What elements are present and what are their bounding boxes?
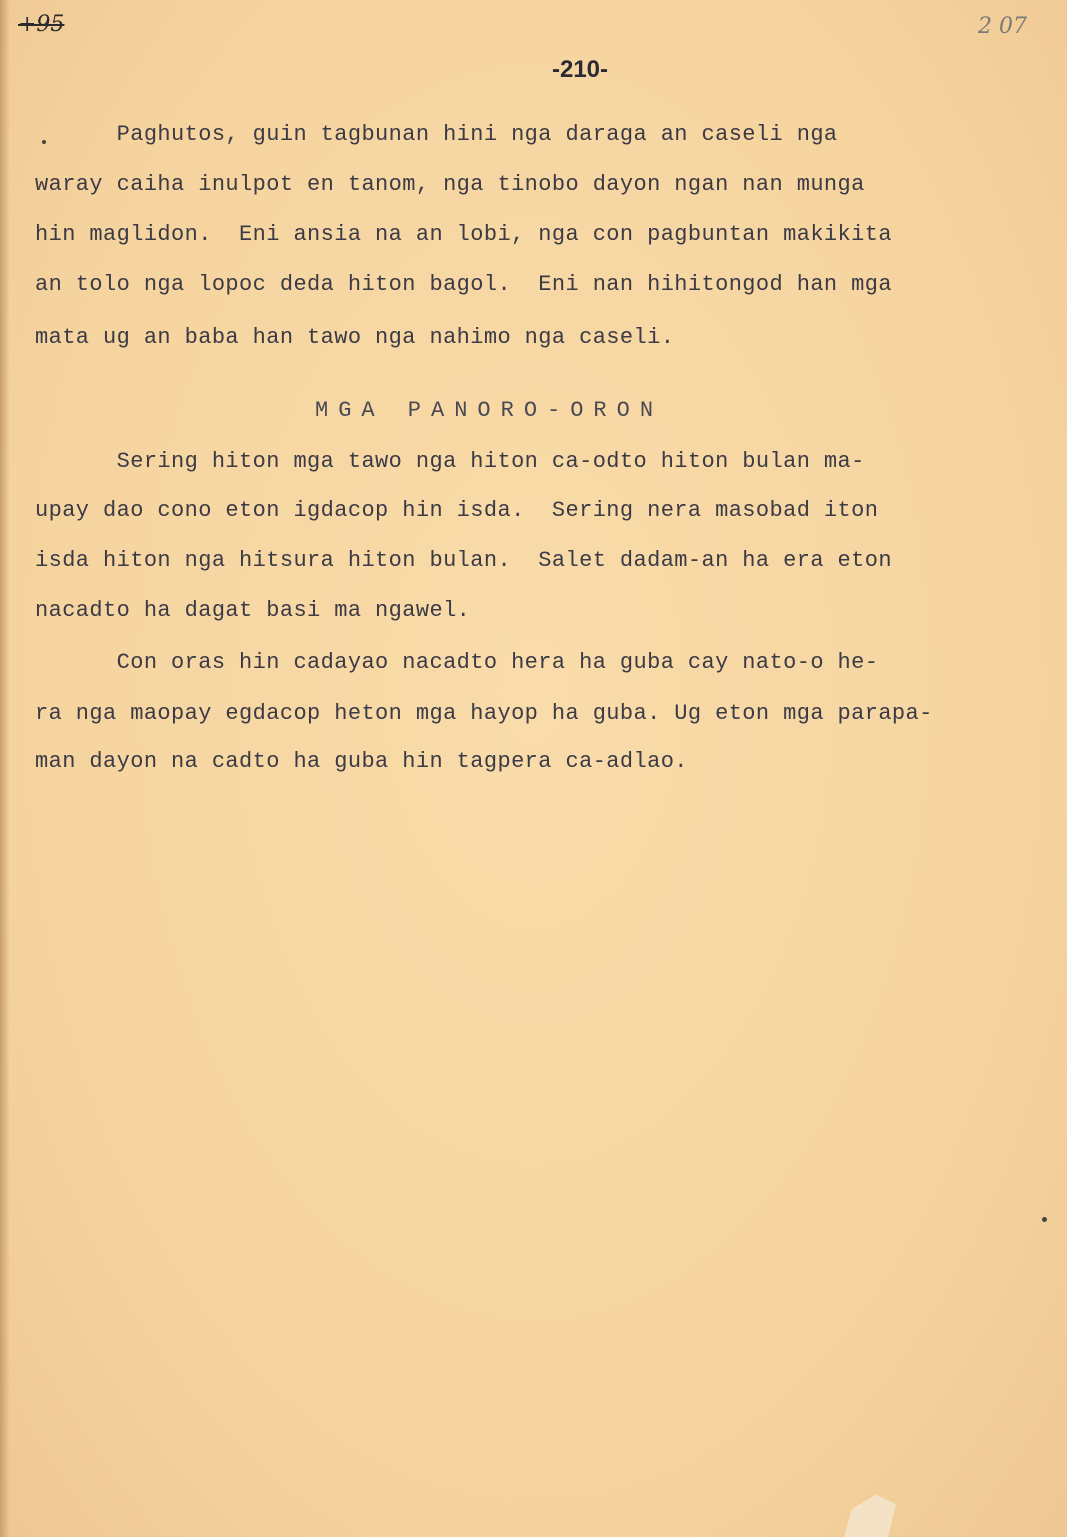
stray-mark xyxy=(1042,1217,1047,1222)
paragraph-2-line-2: upay dao cono eton igdacop hin isda. Sering nera masobad iton xyxy=(35,498,879,523)
paragraph-1-line-5: mata ug an baba han tawo nga nahimo nga caseli. xyxy=(35,325,675,350)
page-number: -210- xyxy=(551,56,609,83)
paragraph-2-line-4: nacadto ha dagat basi ma ngawel. xyxy=(35,598,471,623)
handwritten-corner-mark-left: +95 xyxy=(18,12,65,37)
paragraph-3-line-3: man dayon na cadto ha guba hin tagpera ca-adlao. xyxy=(35,749,688,774)
paragraph-1-line-1: Paghutos, guin tagbunan hini nga daraga an caseli nga xyxy=(35,122,838,147)
section-heading: MGA PANORO-ORON xyxy=(315,398,664,423)
handwritten-corner-mark-right: 2 07 xyxy=(978,14,1027,39)
paragraph-2-line-1: Sering hiton mga tawo nga hiton ca-odto hiton bulan ma- xyxy=(35,449,865,474)
paragraph-1-line-3: hin maglidon. Eni ansia na an lobi, nga con pagbuntan makikita xyxy=(35,222,892,247)
paragraph-2-line-3: isda hiton nga hitsura hiton bulan. Salet dadam-an ha era eton xyxy=(35,548,892,573)
paragraph-3-line-1: Con oras hin cadayao nacadto hera ha guba cay nato-o he- xyxy=(35,650,879,675)
page-binding-edge xyxy=(0,0,10,1537)
paragraph-1-line-2: waray caiha inulpot en tanom, nga tinobo dayon ngan nan munga xyxy=(35,172,865,197)
paragraph-1-line-4: an tolo nga lopoc deda hiton bagol. Eni nan hihitongod han mga xyxy=(35,272,892,297)
paragraph-3-line-2: ra nga maopay egdacop heton mga hayop ha guba. Ug eton mga parapa- xyxy=(35,701,933,726)
